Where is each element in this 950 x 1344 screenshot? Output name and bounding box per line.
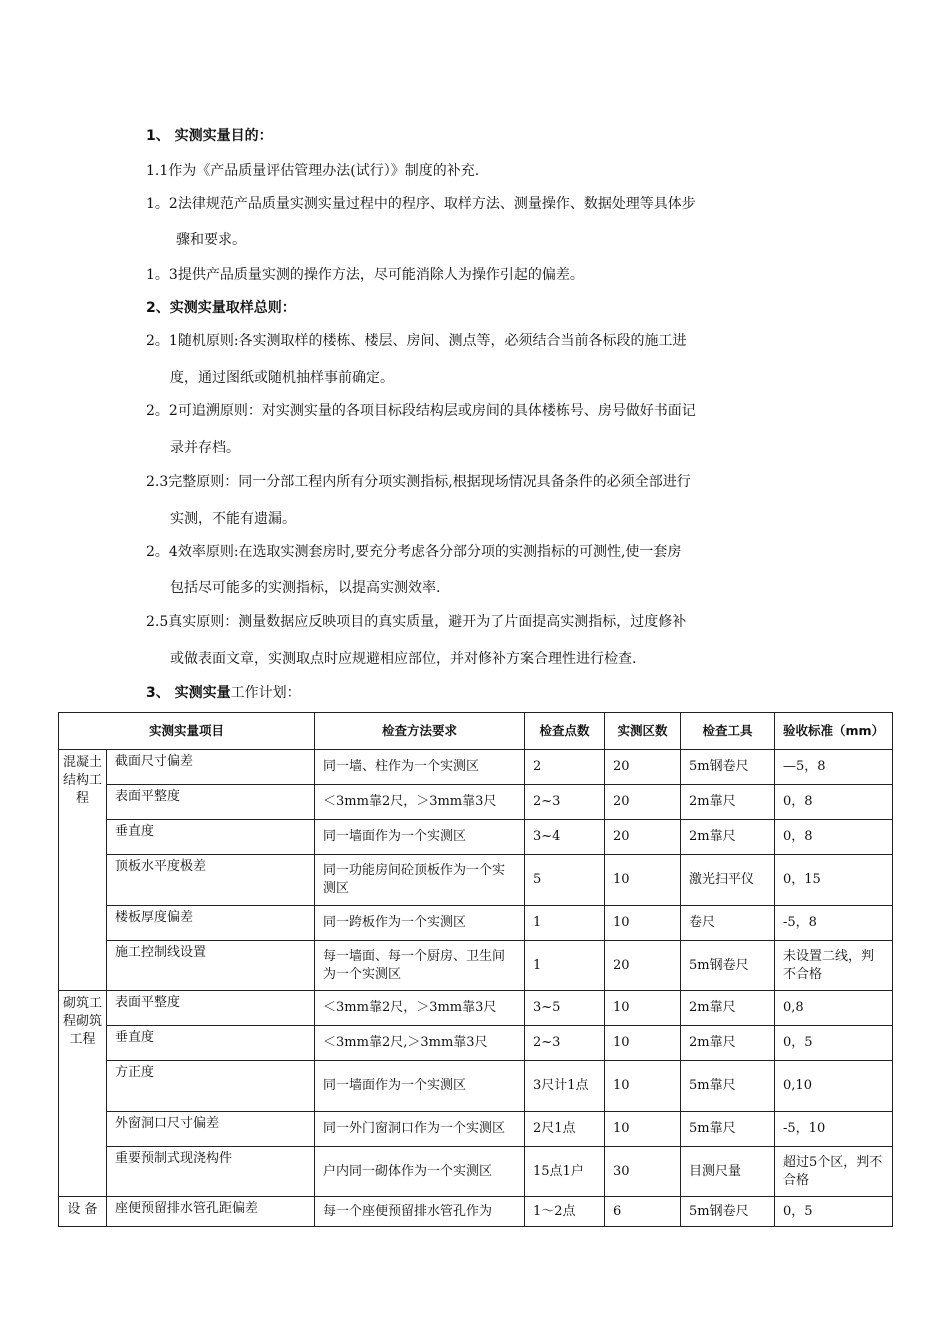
- points-cell: 2: [525, 750, 605, 785]
- standard-cell: 0,10: [775, 1061, 893, 1112]
- section-3-title-bold: 3、 实测实量: [146, 685, 231, 701]
- table-row: [59, 991, 893, 1026]
- section-2-4: 2。4效率原则:在选取实测套房时,要充分考虑各分部分项的实测指标的可测性,使一套房: [146, 544, 682, 560]
- category-cell: 砌筑工程砌筑工程: [59, 991, 107, 1197]
- tool-cell: 2m靠尺: [681, 1026, 775, 1061]
- zones-cell: 10: [605, 906, 681, 941]
- standard-cell: 未设置二线，判不合格: [775, 941, 893, 991]
- zones-cell: 10: [605, 1061, 681, 1112]
- points-cell: 1: [525, 906, 605, 941]
- tool-cell: 5m钢卷尺: [681, 941, 775, 991]
- points-cell: 2~3: [525, 1026, 605, 1061]
- method-cell: 同一跨板作为一个实测区: [315, 906, 525, 941]
- points-cell: 3~5: [525, 991, 605, 1026]
- header-points: 检查点数: [525, 713, 605, 750]
- table-row: [59, 1147, 893, 1197]
- section-2-1-cont: 度，通过图纸或随机抽样事前确定。: [170, 370, 394, 386]
- standard-cell: 超过5个区，判不合格: [775, 1147, 893, 1197]
- tool-cell: 激光扫平仪: [681, 855, 775, 906]
- points-cell: 1～2点: [525, 1197, 605, 1227]
- header-method: 检查方法要求: [315, 713, 525, 750]
- table-row: [59, 906, 893, 941]
- method-cell: 同一墙、柱作为一个实测区: [315, 750, 525, 785]
- header-zones: 实测区数: [605, 713, 681, 750]
- tool-cell: 5m钢卷尺: [681, 1197, 775, 1227]
- method-cell: 同一墙面作为一个实测区: [315, 1061, 525, 1112]
- section-2-4-cont: 包括尽可能多的实测指标，以提高实测效率.: [170, 580, 441, 596]
- section-1-3: 1。3提供产品质量实测的操作方法，尽可能消除人为操作引起的偏差。: [146, 267, 584, 283]
- zones-cell: 20: [605, 820, 681, 855]
- section-2-3-cont: 实测，不能有遗漏。: [170, 511, 296, 527]
- item-cell: 施工控制线设置: [107, 941, 315, 991]
- tool-cell: 5m靠尺: [681, 1112, 775, 1147]
- method-cell: 同一外门窗洞口作为一个实测区: [315, 1112, 525, 1147]
- table-row: [59, 1197, 893, 1227]
- section-2-2-cont: 录并存档。: [170, 440, 240, 456]
- table-row: [59, 785, 893, 820]
- points-cell: 2~3: [525, 785, 605, 820]
- header-item: 实测实量项目: [59, 713, 315, 750]
- zones-cell: 10: [605, 855, 681, 906]
- section-1-2-cont: 骤和要求。: [176, 232, 246, 248]
- zones-cell: 10: [605, 991, 681, 1026]
- section-2-1: 2。1随机原则:各实测取样的楼栋、楼层、房间、测点等，必须结合当前各标段的施工进: [146, 333, 687, 349]
- section-2-title: 2、实测实量取样总则：: [146, 300, 296, 316]
- tool-cell: 目测尺量: [681, 1147, 775, 1197]
- item-cell: 表面平整度: [107, 991, 315, 1026]
- method-cell: 户内同一砌体作为一个实测区: [315, 1147, 525, 1197]
- standard-cell: -5，8: [775, 906, 893, 941]
- standard-cell: -5，10: [775, 1112, 893, 1147]
- zones-cell: 30: [605, 1147, 681, 1197]
- points-cell: 2尺1点: [525, 1112, 605, 1147]
- method-cell: ＜3mm靠2尺，＞3mm靠3尺: [315, 785, 525, 820]
- section-1-1: 1.1作为《产品质量评估管理办法(试行）》制度的补充.: [146, 163, 480, 179]
- table-header-row: [59, 713, 893, 750]
- item-cell: 垂直度: [107, 1026, 315, 1061]
- category-cell: 混凝土结构工程: [59, 750, 107, 991]
- table-row: [59, 820, 893, 855]
- points-cell: 3尺计1点: [525, 1061, 605, 1112]
- zones-cell: 6: [605, 1197, 681, 1227]
- tool-cell: 2m靠尺: [681, 785, 775, 820]
- table-row: [59, 1112, 893, 1147]
- zones-cell: 20: [605, 941, 681, 991]
- section-2-3: 2.3完整原则：同一分部工程内所有分项实测指标,根据现场情况具备条件的必须全部进行: [146, 474, 691, 490]
- tool-cell: 5m钢卷尺: [681, 750, 775, 785]
- method-cell: 同一墙面作为一个实测区: [315, 820, 525, 855]
- item-cell: 方正度: [107, 1061, 315, 1112]
- standard-cell: 0，5: [775, 1197, 893, 1227]
- item-cell: 截面尺寸偏差: [107, 750, 315, 785]
- category-cell: 设 备: [59, 1197, 107, 1227]
- section-2-2: 2。2可追溯原则：对实测实量的各项目标段结构层或房间的具体楼栋号、房号做好书面记: [146, 403, 696, 419]
- points-cell: 15点1户: [525, 1147, 605, 1197]
- standard-cell: 0，5: [775, 1026, 893, 1061]
- section-2-5-cont: 或做表面文章，实测取点时应规避相应部位，并对修补方案合理性进行检查.: [170, 651, 637, 667]
- table-row: [59, 855, 893, 906]
- table-row: [59, 941, 893, 991]
- item-cell: 垂直度: [107, 820, 315, 855]
- method-cell: ＜3mm靠2尺，＞3mm靠3尺: [315, 991, 525, 1026]
- section-3-title: [146, 683, 301, 703]
- item-cell: 顶板水平度极差: [107, 855, 315, 906]
- header-tool: 检查工具: [681, 713, 775, 750]
- method-cell: 每一个座便预留排水管孔作为: [315, 1197, 525, 1227]
- tool-cell: 2m靠尺: [681, 991, 775, 1026]
- standard-cell: —5，8: [775, 750, 893, 785]
- item-cell: 表面平整度: [107, 785, 315, 820]
- section-2-5: 2.5真实原则：测量数据应反映项目的真实质量，避开为了片面提高实测指标，过度修补: [146, 614, 687, 630]
- section-1-title: 1、 实测实量目的：: [146, 128, 273, 144]
- section-1-2: 1。2法律规范产品质量实测实量过程中的程序、取样方法、测量操作、数据处理等具体步: [146, 196, 696, 212]
- tool-cell: 卷尺: [681, 906, 775, 941]
- points-cell: 1: [525, 941, 605, 991]
- zones-cell: 20: [605, 785, 681, 820]
- item-cell: 重要预制式现浇构件: [107, 1147, 315, 1197]
- zones-cell: 10: [605, 1112, 681, 1147]
- standard-cell: 0，8: [775, 820, 893, 855]
- standard-cell: 0,8: [775, 991, 893, 1026]
- tool-cell: 2m靠尺: [681, 820, 775, 855]
- points-cell: 5: [525, 855, 605, 906]
- item-cell: 座便预留排水管孔距偏差: [107, 1197, 315, 1227]
- item-cell: 楼板厚度偏差: [107, 906, 315, 941]
- method-cell: 同一功能房间砼顶板作为一个实测区: [315, 855, 525, 906]
- item-cell: 外窗洞口尺寸偏差: [107, 1112, 315, 1147]
- standard-cell: 0，15: [775, 855, 893, 906]
- header-standard: 验收标准（mm）: [775, 713, 893, 750]
- table-row: [59, 750, 893, 785]
- zones-cell: 20: [605, 750, 681, 785]
- standard-cell: 0，8: [775, 785, 893, 820]
- method-cell: 每一墙面、每一个厨房、卫生间为一个实测区: [315, 941, 525, 991]
- points-cell: 3~4: [525, 820, 605, 855]
- section-3-title-rest: 工作计划：: [230, 685, 301, 701]
- table-row: [59, 1061, 893, 1112]
- tool-cell: 5m靠尺: [681, 1061, 775, 1112]
- method-cell: ＜3mm靠2尺,＞3mm靠3尺: [315, 1026, 525, 1061]
- table-body: [59, 750, 893, 1227]
- work-plan-table: [58, 712, 893, 1227]
- table-row: [59, 1026, 893, 1061]
- zones-cell: 10: [605, 1026, 681, 1061]
